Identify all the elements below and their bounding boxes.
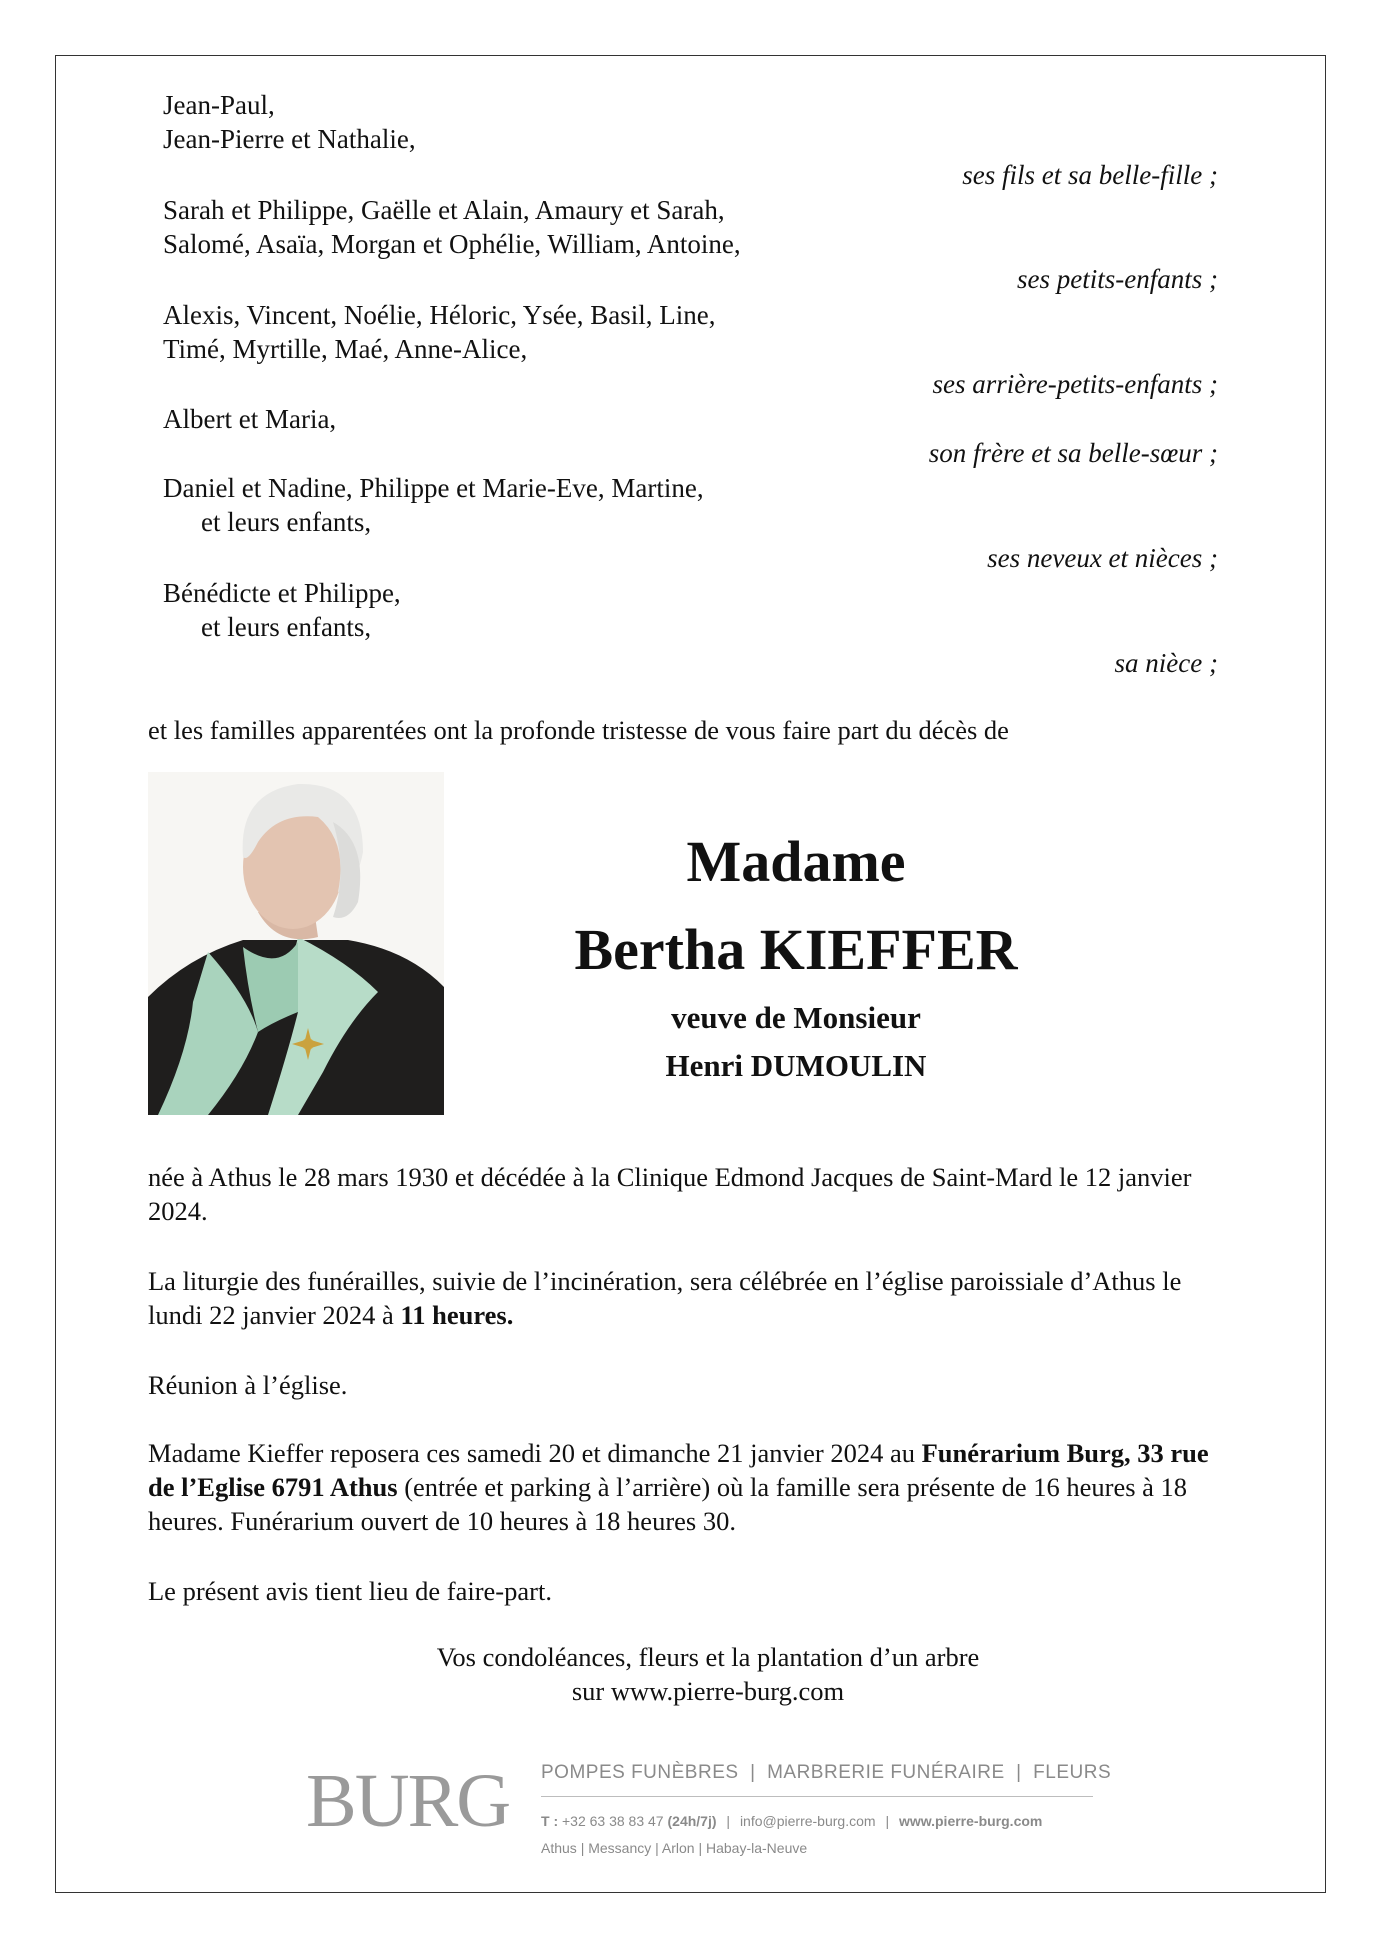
- liturgy-paragraph: [148, 1264, 1238, 1332]
- widow-of: veuve de Monsieur: [671, 1000, 921, 1035]
- family-relation: ses petits-enfants ;: [1017, 264, 1218, 294]
- family-name-line: Timé, Myrtille, Maé, Anne-Alice,: [163, 334, 528, 364]
- family-relation: son frère et sa belle-sœur ;: [928, 438, 1218, 468]
- repose-paragraph: [148, 1436, 1238, 1538]
- family-name-line: et leurs enfants,: [201, 612, 372, 642]
- email-link[interactable]: info@pierre-burg.com: [739, 1813, 876, 1829]
- phone-number: +32 63 38 83 47: [562, 1813, 664, 1829]
- family-relation: ses arrière-petits-enfants ;: [932, 369, 1218, 399]
- family-name-line: Albert et Maria,: [163, 404, 337, 434]
- portrait-photo: [148, 772, 444, 1115]
- deceased-title: Madame: [686, 829, 906, 894]
- obituary-page: [55, 55, 1326, 1893]
- liturgy-text: La liturgie des funérailles, suivie de l’incinération, sera célébrée en l’église paroissiale d’Athus le lundi 22 janvier 2024 à: [148, 1266, 1182, 1330]
- spouse-name: Henri DUMOULIN: [665, 1048, 927, 1083]
- family-name-line: Sarah et Philippe, Gaëlle et Alain, Amaury et Sarah,: [163, 195, 725, 225]
- family-relation: ses neveux et nièces ;: [987, 543, 1218, 573]
- repose-prefix: Madame Kieffer reposera ces samedi 20 et dimanche 21 janvier 2024 au: [148, 1438, 922, 1468]
- repose-place: Funérarium Burg, 33 rue de l’Eglise 6791 Athus: [148, 1438, 1209, 1502]
- condolences-block: [348, 1640, 1068, 1708]
- notice-paragraph: Le présent avis tient lieu de faire-part.: [148, 1576, 552, 1606]
- reunion-paragraph: Réunion à l’église.: [148, 1370, 348, 1400]
- liturgy-time: 11 heures.: [400, 1300, 514, 1330]
- family-name-line: Jean-Paul,: [163, 90, 275, 120]
- family-relation: sa nièce ;: [1114, 648, 1218, 678]
- website-link[interactable]: www.pierre-burg.com: [898, 1813, 1043, 1829]
- deceased-block: [576, 828, 1016, 895]
- family-name-line: et leurs enfants,: [201, 507, 372, 537]
- birth-death-paragraph: née à Athus le 28 mars 1930 et décédée à la Clinique Edmond Jacques de Saint-Mard le 12 janvier 2024.: [148, 1162, 1192, 1226]
- widow-of-block: [536, 1000, 1056, 1036]
- footer-locations: Athus | Messancy | Arlon | Habay-la-Neuve: [541, 1840, 808, 1856]
- family-name-line: Jean-Pierre et Nathalie,: [163, 124, 416, 154]
- family-relation: ses fils et sa belle-fille ;: [962, 160, 1218, 190]
- family-name-line: Salomé, Asaïa, Morgan et Ophélie, William, Antoine,: [163, 229, 741, 259]
- intro-text: et les familles apparentées ont la profonde tristesse de vous faire part du décès de: [148, 715, 1009, 745]
- family-name-line: Bénédicte et Philippe,: [163, 578, 401, 608]
- repose-suffix: (entrée et parking à l’arrière) où la famille sera présente de 16 heures à 18 heures. Funérarium ouvert de 10 heures à 18 heures 30.: [148, 1472, 1188, 1536]
- family-name-line: Daniel et Nadine, Philippe et Marie-Eve, Martine,: [163, 473, 704, 503]
- footer-services: POMPES FUNÈBRES | MARBRERIE FUNÉRAIRE | FLEURS: [541, 1762, 1112, 1783]
- spouse-block: [536, 1048, 1056, 1084]
- footer-contact: T : +32 63 38 83 47 (24h/7j) | info@pierre-burg.com | www.pierre-burg.com: [541, 1813, 1043, 1829]
- deceased-name-block: [496, 916, 1096, 983]
- phone-label: T :: [541, 1813, 559, 1829]
- burg-logo: BURG: [306, 1759, 510, 1843]
- condolences-line-2: sur www.pierre-burg.com: [571, 1676, 845, 1706]
- family-name-line: Alexis, Vincent, Noélie, Héloric, Ysée, Basil, Line,: [163, 300, 716, 330]
- footer-divider: [541, 1796, 1093, 1797]
- phone-hours: (24h/7j): [667, 1813, 717, 1829]
- deceased-name: Bertha KIEFFER: [574, 917, 1018, 982]
- condolences-line-1: Vos condoléances, fleurs et la plantation d’un arbre: [436, 1642, 980, 1672]
